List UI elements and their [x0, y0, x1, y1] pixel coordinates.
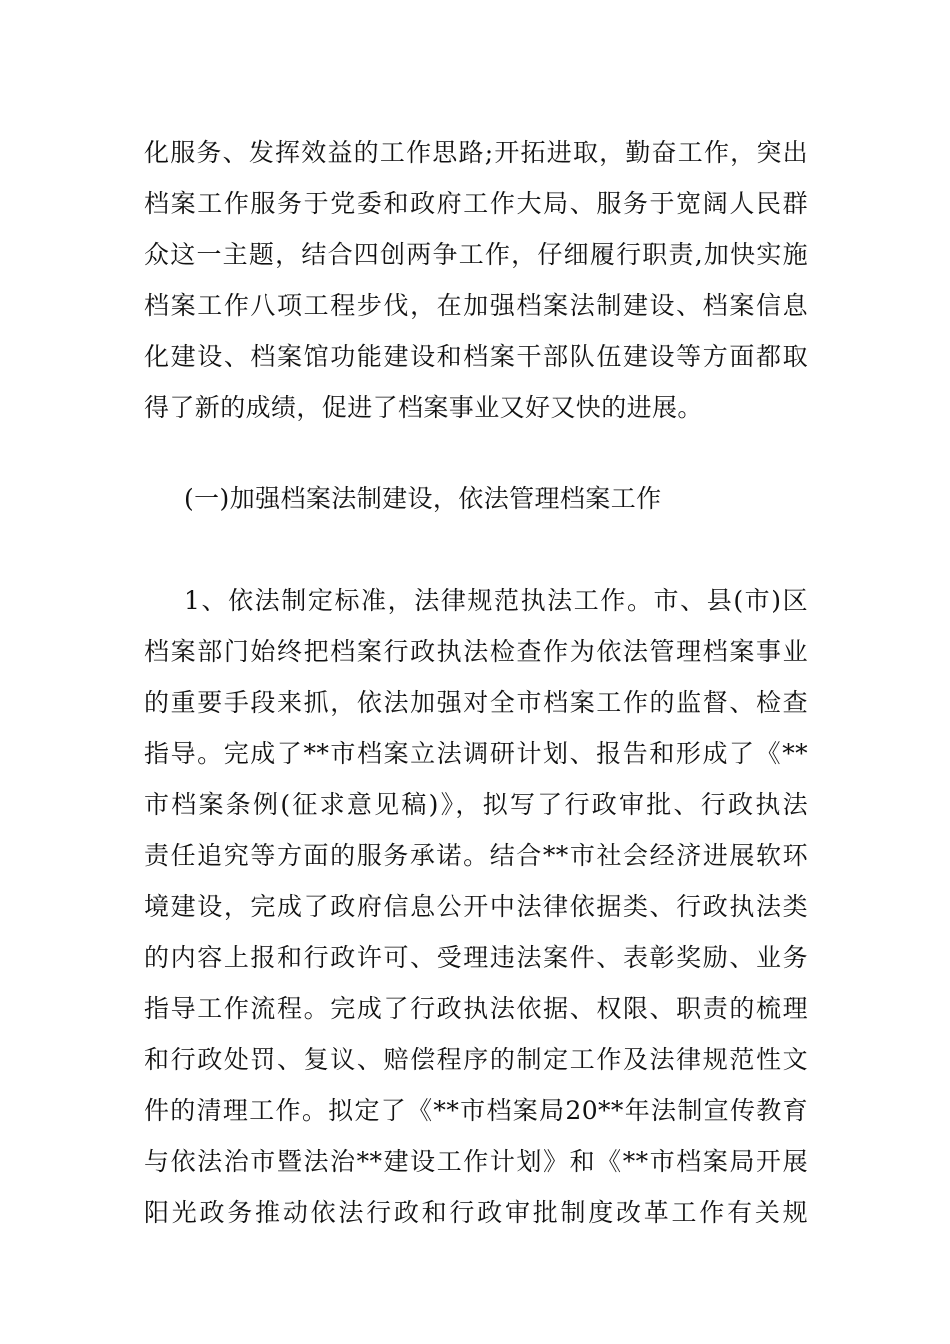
text-line: 的内容上报和行政许可、受理违法案件、表彰奖励、业务: [144, 943, 808, 972]
text-line: 与依法治市暨法治**建设工作计划》和《**市档案局开展: [144, 1147, 808, 1176]
text-line: 指导。完成了**市档案立法调研计划、报告和形成了《**: [144, 739, 808, 768]
text-line: 档案工作服务于党委和政府工作大局、服务于宽阔人民群: [144, 189, 808, 218]
paragraph-legal-construction: [144, 575, 808, 1238]
text-line: 1、依法制定标准，法律规范执法工作。市、县(市)区: [184, 586, 808, 615]
text-line: 指导工作流程。完成了行政执法依据、权限、职责的梳理: [144, 994, 808, 1023]
text-line: 化服务、发挥效益的工作思路;开拓进取，勤奋工作，突出: [144, 138, 808, 167]
text-line: 市档案条例(征求意见稿)》，拟写了行政审批、行政执法: [144, 790, 808, 819]
text-line: 得了新的成绩，促进了档案事业又好又快的进展。: [144, 393, 703, 422]
text-line: 众这一主题，结合四创两争工作，仔细履行职责,加快实施: [144, 240, 808, 269]
text-line: 件的清理工作。拟定了《**市档案局20**年法制宣传教育: [144, 1096, 808, 1125]
text-line: 责任追究等方面的服务承诺。结合**市社会经济进展软环: [144, 841, 808, 870]
text-line: 档案部门始终把档案行政执法检查作为依法管理档案事业: [144, 637, 808, 666]
text-line: 境建设，完成了政府信息公开中法律依据类、行政执法类: [144, 892, 808, 921]
paragraph-work-ideas: [144, 127, 808, 433]
text-line: 档案工作八项工程步伐，在加强档案法制建设、档案信息: [144, 291, 808, 320]
section-heading: (一)加强档案法制建设，依法管理档案工作: [184, 484, 662, 513]
text-line: 和行政处罚、复议、赔偿程序的制定工作及法律规范性文: [144, 1045, 808, 1074]
text-line: 的重要手段来抓，依法加强对全市档案工作的监督、检查: [144, 688, 808, 717]
text-line: 阳光政务推动依法行政和行政审批制度改革工作有关规: [144, 1198, 808, 1227]
text-line: 化建设、档案馆功能建设和档案干部队伍建设等方面都取: [144, 342, 808, 371]
